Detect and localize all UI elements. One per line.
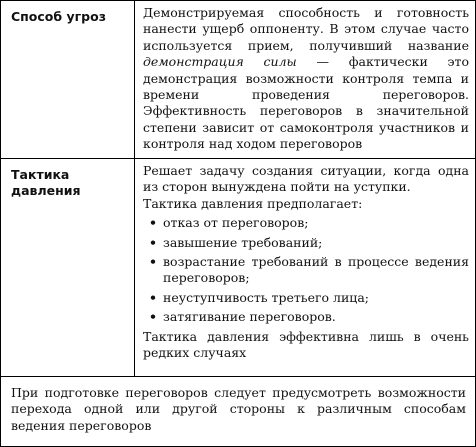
list-item-text: завышение требований; [163, 234, 323, 250]
list-item-text: затягивание переговоров. [163, 309, 336, 325]
list-item [143, 254, 469, 287]
pressure-intro: Решает задачу создания ситуации, когда одна из сторон вынуждена пойти на уступки. [143, 163, 469, 195]
bullet-icon: • [149, 215, 157, 231]
footer-text: При подготовке переговоров следует предусмотреть возможности перехода одной или другой стороны к различным способам ведения переговоров [11, 385, 466, 433]
bullet-icon: • [149, 254, 157, 270]
pressure-list-heading: Тактика давления предполагает: [143, 195, 363, 211]
pressure-list [143, 215, 469, 325]
row-label-threats: Способ угроз [11, 9, 106, 24]
threats-emphasis: демонстрация силы [143, 54, 297, 70]
bullet-icon: • [149, 309, 157, 325]
list-item [143, 309, 469, 325]
table-row-threats [1, 1, 475, 159]
list-item [143, 215, 469, 231]
list-item-text: возрастание требований в процессе ведения переговоров; [163, 254, 469, 286]
bullet-icon: • [149, 289, 157, 305]
threats-text-part-1: Демонстрируемая способность и готовность нанести ущерб оппоненту. В этом случае часто используется прием, получивший название [143, 5, 469, 53]
table-footer-row [1, 377, 475, 446]
list-item-text: отказ от переговоров; [163, 215, 309, 231]
row-label-pressure: Тактика давления [11, 167, 81, 198]
row-text-threats [143, 5, 469, 153]
threats-description [143, 5, 469, 153]
list-item [143, 235, 469, 251]
row-text-pressure [143, 163, 469, 361]
threats-text-part-2: — фактически это демонстрация возможности контроля темпа и времени проведения переговоров. Эффективность переговоров в значительной степени зависит от самоконтроля участников и контроля над ходом переговоров [143, 54, 469, 152]
list-item-text: неуступчивость третьего лица; [163, 289, 369, 305]
bullet-icon: • [149, 234, 157, 250]
table-row-pressure [1, 159, 475, 377]
list-item [143, 290, 469, 306]
pressure-conclusion: Тактика давления эффективна лишь в очень редких случаях [143, 328, 469, 361]
